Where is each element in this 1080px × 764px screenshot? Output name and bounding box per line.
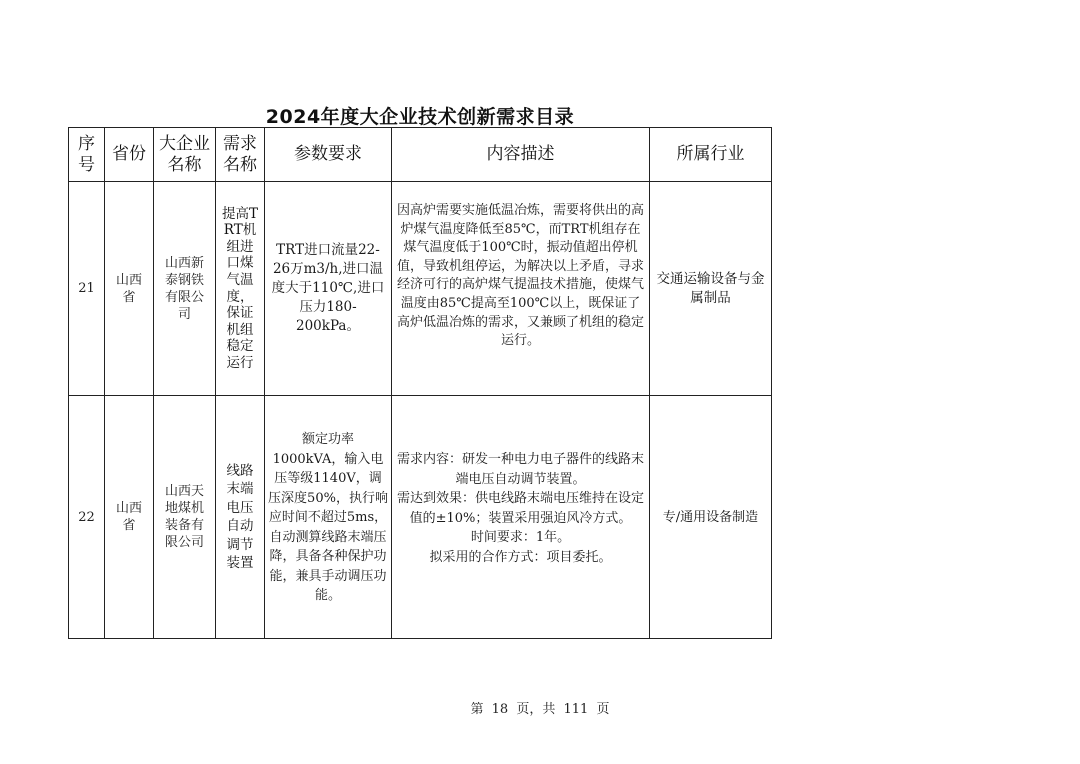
header-industry: 所属行业 [650,128,772,182]
row-description [392,396,650,639]
table-header-row [69,128,772,182]
page-footer [0,698,1080,717]
row-province: 山西省 [105,396,154,639]
description-line: 需求内容：研发一种电力电子器件的线路末端电压自动调节装置。 [396,452,644,487]
footer-page-label: 第 [470,702,484,717]
row-demand-name: 提高TRT机组进口煤气温度，保证机组稳定运行 [216,182,265,396]
row-company: 山西新泰钢铁有限公司 [154,182,216,396]
row-industry: 交通运输设备与金属制品 [650,182,772,396]
description-line: 需达到效果：供电线路末端电压维持在设定值的±10%；装置采用强迫风冷方式。 [396,491,644,526]
description-line: 拟采用的合作方式：项目委托。 [429,549,612,565]
row-params: TRT进口流量22-26万m3/h,进口温度大于110℃,进口压力180-200kPa。 [265,182,392,396]
table-row [69,182,772,396]
row-description: 因高炉需要实施低温冶炼，需要将供出的高炉煤气温度降低至85℃，而TRT机组存在煤气温度低于100℃时，振动值超出停机值，导致机组停运，为解决以上矛盾，寻求经济可行的高炉煤气提温技术措施，使煤气温度由85℃提高至100℃以上，既保证了高炉低温冶炼的需求，又兼顾了机组的稳定运行。 [392,182,650,396]
header-company: 大企业名称 [154,128,216,182]
row-params: 额定功率1000kVA，输入电压等级1140V，调压深度50%，执行响应时间不超过5ms，自动测算线路末端压降，具备各种保护功能，兼具手动调压功能。 [265,396,392,639]
table-row [69,396,772,639]
footer-total-unit: 页 [596,702,610,717]
description-line: 时间要求：1年。 [470,530,571,545]
row-demand-name: 线路末端电压自动调节装置 [216,396,265,639]
header-params: 参数要求 [265,128,392,182]
row-company: 山西天地煤机装备有限公司 [154,396,216,639]
row-no: 21 [69,182,105,396]
demand-table [68,127,772,639]
row-province: 山西省 [105,182,154,396]
row-no: 22 [69,396,105,639]
header-no: 序号 [69,128,105,182]
header-description: 内容描述 [392,128,650,182]
footer-total-pages: 111 [563,702,589,717]
document-title: 2024年度大企业技术创新需求目录 [265,106,575,128]
header-demand-name: 需求名称 [216,128,265,182]
row-industry: 专/通用设备制造 [650,396,772,639]
footer-page-unit: 页，共 [516,702,556,717]
footer-page-number: 18 [491,702,509,717]
header-province: 省份 [105,128,154,182]
